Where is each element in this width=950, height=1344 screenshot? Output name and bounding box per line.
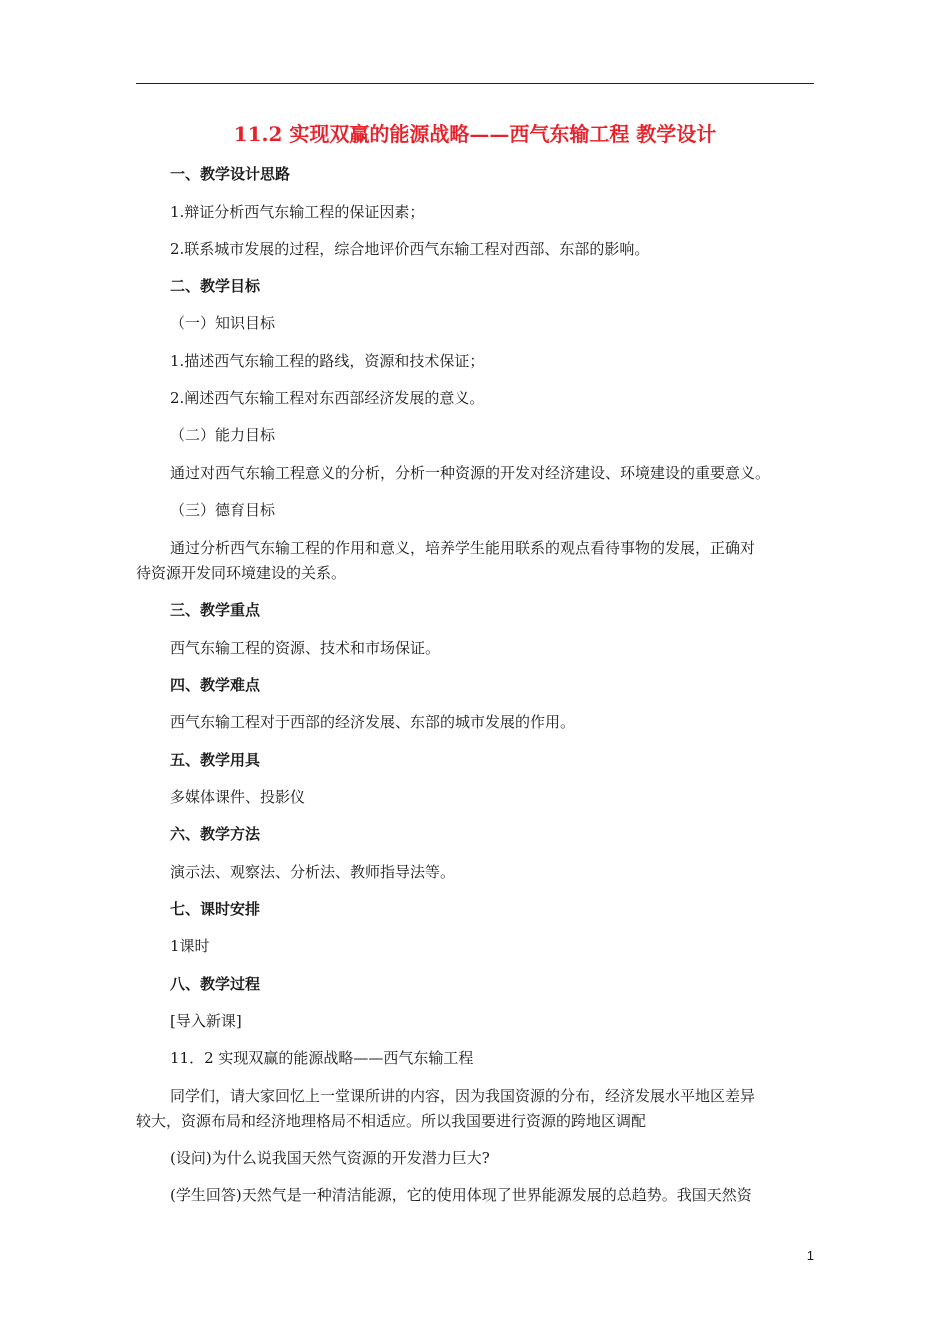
paragraph-answer: (学生回答)天然气是一种清洁能源，它的使用体现了世界能源发展的总趋势。我国天然资 [170,1186,752,1204]
paragraph-key-points: 西气东输工程的资源、技术和市场保证。 [170,639,441,657]
subheading-ability: （二）能力目标 [170,426,276,444]
paragraph-moral-line2: 待资源开发同环境建设的关系。 [136,564,347,582]
section-heading-objectives: 二、教学目标 [170,277,261,295]
paragraph-review-line2: 较大，资源布局和经济地理格局不相适应。所以我国要进行资源的跨地区调配 [136,1112,647,1130]
page-number: 1 [806,1248,814,1263]
paragraph-difficulties: 西气东输工程对于西部的经济发展、东部的城市发展的作用。 [170,713,576,731]
section-heading-difficulties: 四、教学难点 [170,676,261,694]
section-heading-methods: 六、教学方法 [170,825,261,843]
paragraph-ability: 通过对西气东输工程意义的分析，分析一种资源的开发对经济建设、环境建设的重要意义。 [170,464,771,482]
subheading-knowledge: （一）知识目标 [170,314,276,332]
section-heading-key-points: 三、教学重点 [170,601,261,619]
list-item: 2.阐述西气东输工程对东西部经济发展的意义。 [170,389,485,407]
document-title: 11.2 实现双赢的能源战略——西气东输工程 教学设计 [233,122,717,146]
paragraph-lesson-title: 11．2 实现双赢的能源战略——西气东输工程 [170,1049,474,1067]
section-heading-schedule: 七、课时安排 [170,900,261,918]
header-rule [136,83,814,84]
section-heading-process: 八、教学过程 [170,975,261,993]
section-heading-design-idea: 一、教学设计思路 [170,165,291,183]
paragraph-moral-line1: 通过分析西气东输工程的作用和意义，培养学生能用联系的观点看待事物的发展，正确对 [170,539,756,557]
list-item: 1.描述西气东输工程的路线，资源和技术保证； [170,352,485,370]
paragraph-intro-label: [导入新课] [170,1012,242,1030]
paragraph-schedule: 1课时 [170,937,210,955]
paragraph-question: (设问)为什么说我国天然气资源的开发潜力巨大? [170,1149,490,1167]
section-heading-tools: 五、教学用具 [170,751,261,769]
list-item: 2.联系城市发展的过程，综合地评价西气东输工程对西部、东部的影响。 [170,240,650,258]
subheading-moral: （三）德育目标 [170,501,276,519]
paragraph-tools: 多媒体课件、投影仪 [170,788,306,806]
paragraph-review-line1: 同学们，请大家回忆上一堂课所讲的内容，因为我国资源的分布，经济发展水平地区差异 [170,1087,756,1105]
list-item: 1.辩证分析西气东输工程的保证因素； [170,203,425,221]
paragraph-methods: 演示法、观察法、分析法、教师指导法等。 [170,863,456,881]
